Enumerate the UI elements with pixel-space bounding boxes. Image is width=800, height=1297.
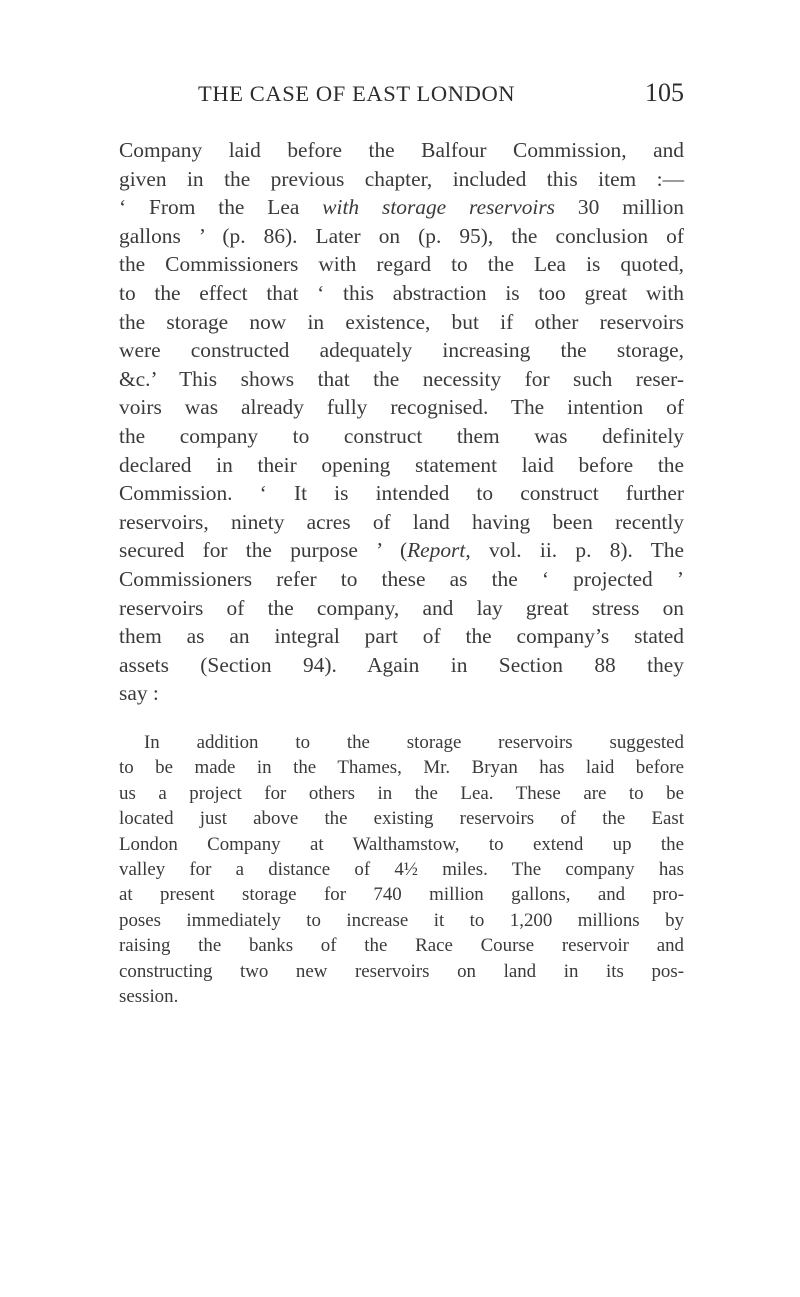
text-line: the storage now in existence, but if other reservoirs — [119, 309, 684, 334]
text-line: gallons ’ (p. 86). Later on (p. 95), the conclusion of — [119, 223, 684, 248]
quote-line: In addition to the storage reservoirs suggested — [144, 732, 684, 753]
text-line: them as an integral part of the company’s stated — [119, 624, 684, 649]
text-line: &c.’ This shows that the necessity for such reser- — [119, 366, 684, 391]
quote-line: at present storage for 740 million gallons, and pro- — [119, 884, 684, 906]
italic-citation: Report — [407, 538, 466, 563]
text-line — [119, 193, 684, 222]
quote-line: raising the banks of the Race Course reservoir and — [119, 935, 684, 957]
running-title: THE CASE OF EAST LONDON — [198, 81, 516, 106]
italic-phrase: with storage reservoirs — [322, 195, 556, 220]
text-line: voirs was already fully recognised. The intention of — [119, 395, 684, 420]
text-line: to the effect that ‘ this abstraction is too great with — [119, 280, 684, 305]
quote-line: constructing two new reservoirs on land in its pos- — [119, 960, 684, 982]
quote-line: located just above the existing reservoirs of the East — [119, 808, 684, 830]
text-line: say : — [119, 681, 159, 706]
text-line: Commission. ‘ It is intended to construct further — [119, 481, 684, 506]
text-line: reservoirs, ninety acres of land having been recently — [119, 509, 684, 534]
text-fragment: ‘ From the Lea — [119, 195, 323, 220]
quote-line: session. — [119, 985, 179, 1007]
quote-line: to be made in the Thames, Mr. Bryan has laid before — [119, 757, 684, 779]
text-line: the Commissioners with regard to the Lea is quoted, — [119, 252, 684, 277]
text-fragment: secured for the purpose ’ ( — [119, 538, 408, 563]
text-fragment: 30 million — [555, 195, 684, 220]
text-fragment: , vol. ii. p. 8). The — [465, 538, 684, 563]
text-line: assets (Section 94). Again in Section 88 they — [119, 652, 684, 677]
text-line: reservoirs of the company, and lay great stress on — [119, 595, 684, 620]
quote-line: us a project for others in the Lea. These are to be — [119, 782, 684, 804]
quote-line: London Company at Walthamstow, to extend up the — [119, 833, 684, 855]
text-line: were constructed adequately increasing the storage, — [119, 338, 684, 363]
text-line: Company laid before the Balfour Commission, and — [119, 138, 684, 162]
running-head — [198, 78, 684, 108]
text-line: Commissioners refer to these as the ‘ projected ’ — [119, 566, 684, 591]
page-number: 105 — [645, 78, 684, 107]
text-line: the company to construct them was definitely — [119, 423, 684, 448]
main-paragraph — [119, 136, 684, 708]
text-line: given in the previous chapter, included this item :— — [119, 166, 684, 191]
quote-line: poses immediately to increase it to 1,200 millions by — [119, 909, 684, 931]
text-line: declared in their opening statement laid before the — [119, 452, 684, 477]
block-quotation — [119, 730, 684, 1009]
text-line — [119, 536, 684, 565]
quote-line: valley for a distance of 4½ miles. The company has — [119, 858, 684, 880]
